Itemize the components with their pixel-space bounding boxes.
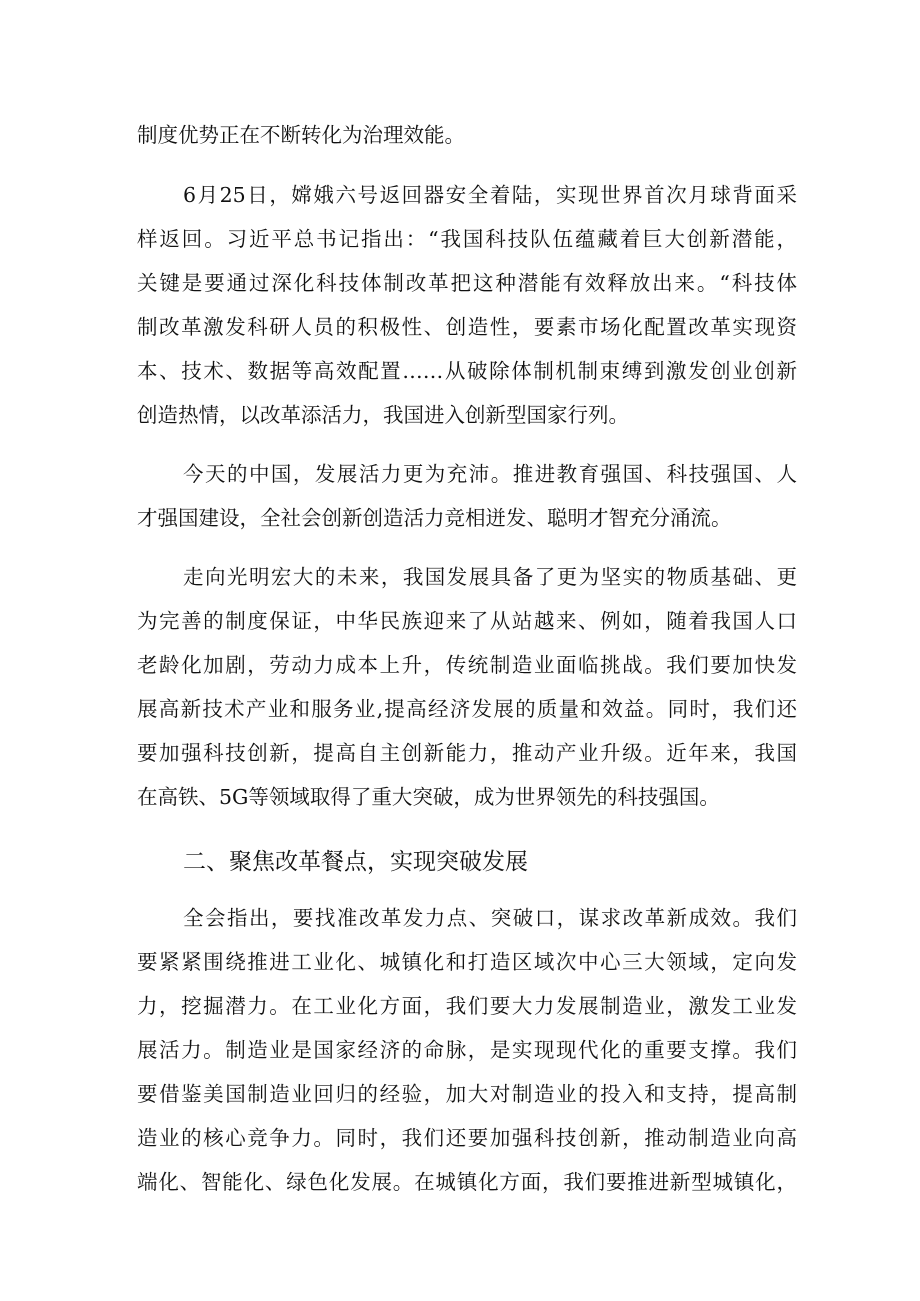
paragraph-line: 本、技术、数据等高效配置……从破除体制机制束缚到激发创业创新 xyxy=(137,359,797,383)
paragraph-line: 在高铁、5G等领域取得了重大突破，成为世界领先的科技强国。 xyxy=(137,785,720,809)
paragraph-line: 老龄化加剧，劳动力成本上升，传统制造业面临挑战。我们要加快发 xyxy=(137,653,797,677)
paragraph-line: 关键是要通过深化科技体制改革把这种潜能有效释放出来。“科技体 xyxy=(137,271,797,295)
paragraph-line: 展高新技术产业和服务业,提高经济发展的质量和效益。同时，我们还 xyxy=(137,697,797,721)
paragraph-line: 制度优势正在不断转化为治理效能。 xyxy=(137,123,465,147)
paragraph-line: 样返回。习近平总书记指出：“我国科技队伍蕴藏着巨大创新潜能， xyxy=(137,227,797,251)
paragraph-line: 力，挖掘潜力。在工业化方面，我们要大力发展制造业，激发工业发 xyxy=(137,994,797,1018)
paragraph-line: 全会指出，要找准改革发力点、突破口，谋求改革新成效。我们 xyxy=(183,906,797,930)
paragraph-line: 才强国建设，全社会创新创造活力竞相迸发、聪明才智充分涌流。 xyxy=(137,506,732,530)
paragraph-line: 要借鉴美国制造业回归的经验，加大对制造业的投入和支持，提高制 xyxy=(137,1082,797,1106)
paragraph-line: 端化、智能化、绿色化发展。在城镇化方面，我们要推进新型城镇化， xyxy=(137,1170,797,1194)
paragraph-line: 走向光明宏大的未来，我国发展具备了更为坚实的物质基础、更 xyxy=(183,565,797,589)
paragraph-line: 6月25日，嫦娥六号返回器安全着陆，实现世界首次月球背面采 xyxy=(183,183,797,207)
paragraph-line: 展活力。制造业是国家经济的命脉，是实现现代化的重要支撑。我们 xyxy=(137,1038,797,1062)
paragraph-line: 今天的中国，发展活力更为充沛。推进教育强国、科技强国、人 xyxy=(183,462,797,486)
section-heading: 二、聚焦改革餐点，实现突破发展 xyxy=(183,849,528,875)
paragraph-line: 要紧紧围绕推进工业化、城镇化和打造区域次中心三大领域，定向发 xyxy=(137,950,797,974)
paragraph-line: 制改革激发科研人员的积极性、创造性，要素市场化配置改革实现资 xyxy=(137,315,797,339)
paragraph-line: 要加强科技创新，提高自主创新能力，推动产业升级。近年来，我国 xyxy=(137,741,797,765)
paragraph-line: 造业的核心竞争力。同时，我们还要加强科技创新，推动制造业向高 xyxy=(137,1126,797,1150)
paragraph-line: 为完善的制度保证，中华民族迎来了从站越来、例如，随着我国人口 xyxy=(137,609,797,633)
paragraph-line: 创造热情，以改革添活力，我国进入创新型国家行列。 xyxy=(137,403,629,427)
